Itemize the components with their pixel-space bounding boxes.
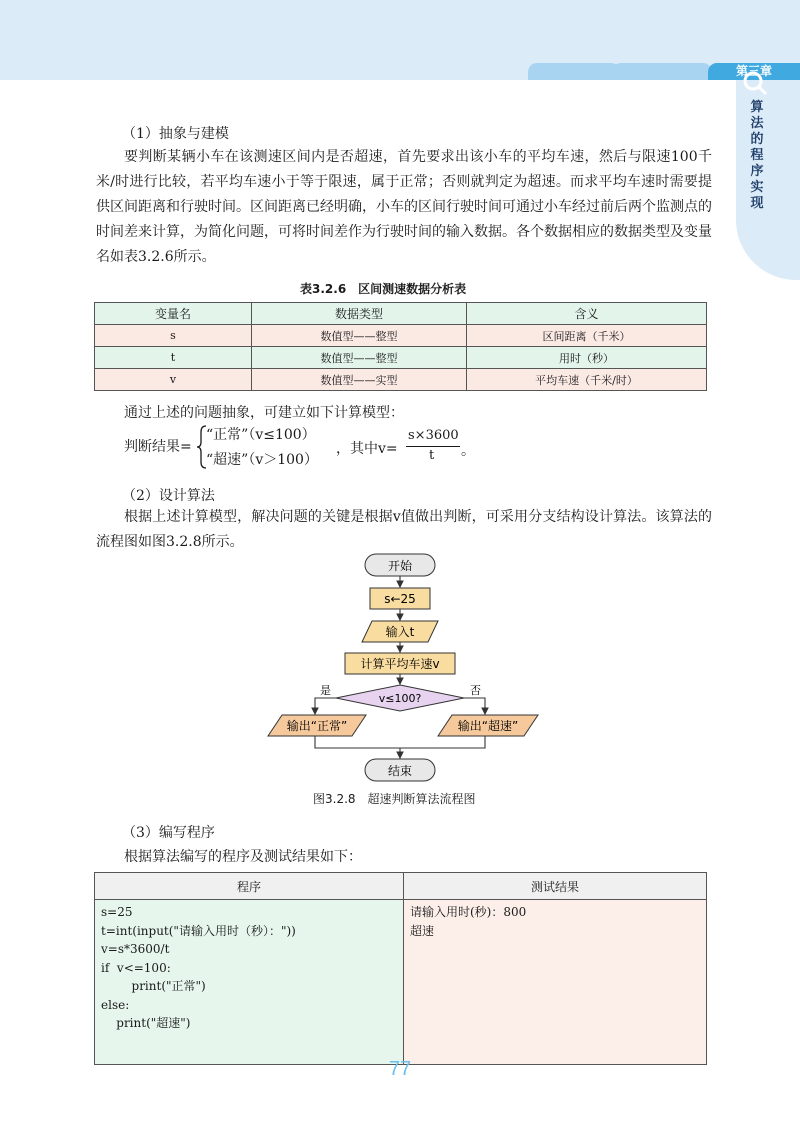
formula-denominator: t (429, 448, 435, 463)
code-line: t=int(input("请输入用时（秒）：")) (101, 923, 296, 938)
code-line: s=25 (101, 905, 133, 919)
code-line: if v<=100: (101, 960, 171, 975)
magnifier-icon (742, 70, 768, 96)
table-header: 含义 (467, 303, 707, 325)
page-number: 77 (388, 1058, 412, 1080)
table-cell: 平均车速（千米/时） (467, 369, 707, 391)
table-cell: 用时（秒） (467, 347, 707, 369)
section1-heading: （1）抽象与建模 (122, 126, 229, 142)
paragraph-line: 输入数据。各个数据相应的数据类型及变量名如表3.2.6所示。 (96, 224, 712, 265)
paragraph-line: 该算法的流程图如图3.2.8所示。 (96, 509, 712, 550)
table-row (95, 325, 707, 347)
section3-intro: 根据算法编写的程序及测试结果如下： (124, 849, 362, 865)
table-header: 测试结果 (404, 873, 707, 900)
section2-heading: （2）设计算法 (122, 488, 215, 504)
paragraph-line: 通过小车经过前后两个监测点的时间差来计算，为简化问题，可将时间差作为行驶时间的 (96, 199, 712, 240)
flow-output-speeding-label: 输出“超速” (457, 719, 519, 733)
flow-input-label: 输入t (385, 625, 415, 639)
formula-numerator: s×3600 (408, 428, 459, 443)
chapter-tab: 第三章 (708, 63, 800, 80)
paragraph-line: 速100千米/时进行比较，若平均车速小于等于限速，属于正常；否则就判定为超速。而 (96, 149, 712, 190)
model-label: 判断结果= (124, 439, 192, 455)
section3-heading: （3）编写程序 (122, 825, 215, 841)
flow-no-label: 否 (470, 684, 481, 697)
table-row (95, 369, 707, 391)
side-title: 算法的程序实现 (750, 100, 764, 211)
header-tab-decoration (528, 63, 620, 80)
flowchart-caption: 图3.2.8 超速判断算法流程图 (313, 792, 476, 806)
flow-end-label: 结束 (387, 764, 413, 778)
model-where: ，其中v= (336, 441, 398, 457)
section2-paragraph (96, 505, 712, 555)
program-table (94, 872, 707, 1065)
table-cell: 数值型——实型 (252, 369, 467, 391)
table-cell: t (95, 347, 252, 369)
flowchart (260, 550, 550, 790)
table-cell: 区间距离（千米） (467, 325, 707, 347)
model-end: 。 (461, 443, 475, 459)
fraction-bar (406, 446, 460, 447)
table-cell: v (95, 369, 252, 391)
table-header: 变量名 (95, 303, 252, 325)
data-analysis-table (94, 302, 707, 391)
flow-yes-label: 是 (320, 684, 331, 697)
header-tab-decoration (612, 63, 712, 80)
table-header-row (95, 303, 707, 325)
flow-start-label: 开始 (387, 559, 413, 573)
paragraph-line: 根据上述计算模型，解决问题的关键是根据v值做出判断，可采用分支结构设计算法。 (124, 509, 656, 525)
code-line: v=s*3600/t (101, 942, 170, 956)
table-row (95, 900, 707, 1065)
table1-caption: 表3.2.6 区间测速数据分析表 (300, 282, 467, 296)
test-result-cell (404, 900, 707, 1065)
table-cell: 数值型——整型 (252, 325, 467, 347)
table-header: 程序 (95, 873, 404, 900)
table-cell: s (95, 325, 252, 347)
table-header-row (95, 873, 707, 900)
table-header: 数据类型 (252, 303, 467, 325)
code-line: print("超速") (101, 1016, 191, 1030)
flow-assign-label: s←25 (384, 592, 416, 606)
model-case-speeding: “超速”（v＞100） (206, 452, 318, 468)
table-row (95, 347, 707, 369)
code-line: print("正常") (101, 979, 206, 993)
result-line: 请输入用时(秒)：800 (410, 905, 527, 919)
section1-paragraph (96, 145, 712, 270)
side-chapter-tab (736, 80, 800, 280)
model-case-normal: “正常”（v≤100） (206, 427, 316, 443)
program-code-cell (95, 900, 404, 1065)
flow-output-normal-label: 输出“正常” (286, 719, 348, 733)
result-line: 超速 (410, 923, 435, 938)
model-intro: 通过上述的问题抽象，可建立如下计算模型： (124, 405, 404, 421)
flow-decision-label: v≤100? (378, 692, 422, 705)
paragraph-line: 求平均车速时需要提供区间距离和行驶时间。区间距离已经明确，小车的区间行驶时间可 (96, 174, 713, 215)
paragraph-line: 要判断某辆小车在该测速区间内是否超速，首先要求出该小车的平均车速，然后与限 (124, 149, 657, 165)
flow-compute-label: 计算平均车速v (360, 657, 440, 671)
code-line: else: (101, 997, 130, 1012)
table-cell: 数值型——整型 (252, 347, 467, 369)
